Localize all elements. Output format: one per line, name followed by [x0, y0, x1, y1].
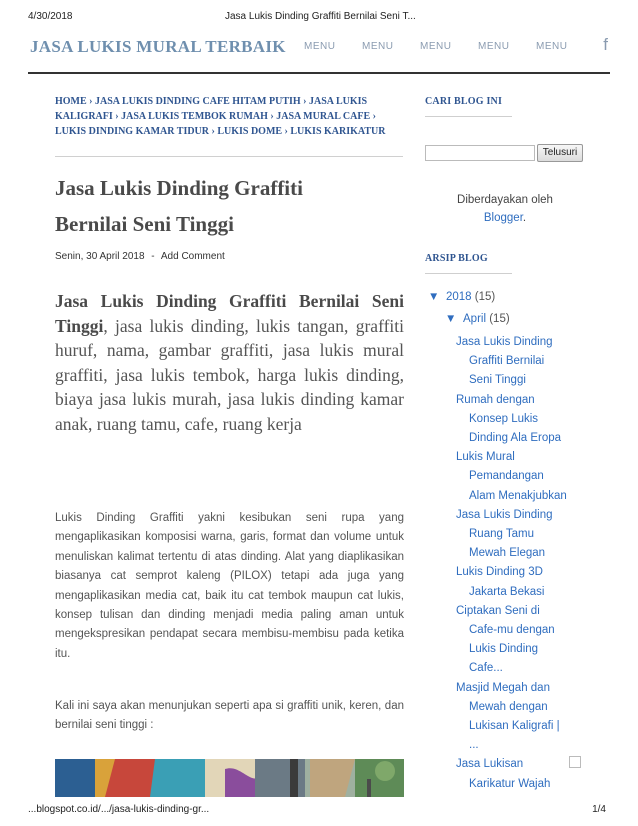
post-link-line[interactable]: Seni Tinggi: [469, 374, 526, 387]
print-title: Jasa Lukis Dinding Graffiti Bernilai Seni T...: [225, 11, 416, 22]
post-link-line[interactable]: Ciptakan Seni di: [456, 604, 540, 617]
archive-year[interactable]: [428, 291, 495, 303]
post-link-line[interactable]: Mewah Elegan: [469, 547, 546, 560]
site-title[interactable]: JASA LUKIS MURAL TERBAIK: [30, 37, 286, 56]
archive-post-link[interactable]: [456, 391, 586, 449]
menu-item[interactable]: MENU: [420, 41, 452, 52]
archive-year-label[interactable]: 2018: [446, 291, 472, 303]
heading-rule: [425, 116, 512, 117]
body-paragraph: Lukis Dinding Graffiti yakni kesibukan seni rupa yang mengaplikasikan komposisi warna, garis, format dan volume untuk menuliskan kalimat tertentu di atas dinding. Alat yang diaplikasikan biasanya cat semprot kaleng (PILOX) tetapi ada juga yang mengaplikasikan media cat, baik itu cat tembok maupun cat lukis, konsep tulisan dan dinding menjadi media paling aman untuk mengekspresikan pendapat secara membisu-membisu pada ketika itu.: [55, 512, 404, 660]
post-link-line[interactable]: Lukis Dinding: [469, 643, 539, 656]
archive-post-link[interactable]: [456, 448, 586, 506]
post-link-line[interactable]: Masjid Megah dan: [456, 681, 550, 694]
search-heading-text: CARI BLOG INI: [425, 96, 503, 107]
menu-item[interactable]: MENU: [362, 41, 394, 52]
print-footer: [0, 804, 638, 820]
archive-heading: [425, 253, 512, 274]
archive-post-link[interactable]: [456, 679, 586, 756]
powered-prefix: Diberdayakan oleh: [457, 194, 553, 206]
post-link-line[interactable]: Jasa Lukis Dinding: [456, 508, 553, 521]
post-link-line[interactable]: Mewah dengan: [469, 700, 548, 713]
post-link-line[interactable]: Dinding Ala Eropa: [469, 432, 562, 445]
print-header: [0, 6, 638, 22]
print-page-number: 1/4: [592, 804, 606, 815]
archive-post-link[interactable]: [456, 602, 586, 679]
post-title-line: Jasa Lukis Dinding Graffiti: [55, 176, 303, 200]
archive-post-link[interactable]: [456, 506, 586, 564]
graffiti-image: [55, 759, 404, 797]
post-link-line[interactable]: Cafe-mu dengan: [469, 624, 555, 637]
print-date: 4/30/2018: [28, 11, 73, 22]
collapse-toggle-icon[interactable]: ▼: [428, 291, 440, 303]
archive-post-link[interactable]: [456, 563, 586, 601]
post-link-line[interactable]: Lukis Mural: [456, 451, 515, 464]
archive-heading-text: ARSIP BLOG: [425, 253, 488, 264]
facebook-icon[interactable]: f: [603, 35, 608, 54]
archive-month-count: (15): [489, 313, 510, 325]
archive-month-label[interactable]: April: [463, 313, 487, 325]
post-link-line[interactable]: Alam Menakjubkan: [469, 489, 567, 502]
post-link-line[interactable]: Lukis Dinding 3D: [456, 566, 543, 579]
post-link-line[interactable]: Konsep Lukis: [469, 412, 539, 425]
heading-rule: [425, 273, 512, 274]
archive-month[interactable]: [445, 313, 510, 325]
menu-item[interactable]: MENU: [536, 41, 568, 52]
archive-post-link[interactable]: [456, 333, 586, 391]
menu-item[interactable]: MENU: [478, 41, 510, 52]
post-link-line[interactable]: ...: [469, 739, 479, 752]
post-image: [55, 759, 404, 797]
collapse-toggle-icon[interactable]: ▼: [445, 313, 457, 325]
lead-text: , jasa lukis dinding, lukis tangan, graffiti huruf, nama, gambar graffiti, jasa lukis mural graffiti, jasa lukis tembok, harga lukis dinding, biaya jasa lukis murah, jasa lukis dinding kamar anak, ruang tamu, cafe, ruang kerja: [55, 315, 404, 434]
post-title: [55, 170, 405, 242]
main-menu: [304, 41, 594, 52]
meta-separator: -: [151, 251, 155, 262]
post-link-line[interactable]: Rumah dengan: [456, 393, 535, 406]
powered-suffix: .: [522, 212, 527, 224]
post-title-line: Bernilai Seni Tinggi: [55, 212, 234, 236]
post-link-line[interactable]: Pemandangan: [469, 470, 544, 483]
post-link-line[interactable]: Karikatur Wajah: [469, 777, 551, 790]
back-to-top-icon[interactable]: [569, 756, 581, 768]
powered-by: [425, 191, 585, 227]
print-url: ...blogspot.co.id/.../jasa-lukis-dinding-gr...: [28, 804, 210, 815]
search-heading: [425, 96, 512, 117]
add-comment-link[interactable]: Add Comment: [160, 251, 225, 262]
post-link-line[interactable]: Jasa Lukis Dinding: [456, 336, 553, 348]
search-button[interactable]: Telusuri: [537, 144, 583, 162]
site-header: [28, 30, 610, 74]
post-link-line[interactable]: Graffiti Bernilai: [469, 355, 545, 368]
post-link-line[interactable]: Jasa Lukisan: [456, 758, 524, 771]
post-link-line[interactable]: Ruang Tamu: [469, 528, 534, 541]
breadcrumb[interactable]: HOME › JASA LUKIS DINDING CAFE HITAM PUTIH › JASA LUKIS KALIGRAFI › JASA LUKIS TEMBOK RUMAH › JASA MURAL CAFE › LUKIS DINDING KAMAR TIDUR › LUKIS DOME › LUKIS KARIKATUR: [55, 96, 386, 137]
menu-item[interactable]: MENU: [304, 41, 336, 52]
post-link-line[interactable]: Jakarta Bekasi: [469, 585, 545, 598]
breadcrumb-divider: [55, 156, 403, 157]
lead-bold-text: Jasa Lukis Dinding Graffiti Bernilai Seni Tinggi: [55, 291, 404, 336]
lead-paragraph: [55, 289, 404, 436]
post-link-line[interactable]: Cafe...: [469, 662, 503, 675]
post-meta: [55, 251, 225, 262]
archive-post-link[interactable]: [456, 755, 586, 793]
archive-year-count: (15): [474, 291, 496, 303]
blogger-link[interactable]: Blogger: [483, 212, 523, 224]
post-link-line[interactable]: Lukisan Kaligrafi |: [469, 720, 560, 733]
body-paragraph: Kali ini saya akan menunjukan seperti apa si graffiti unik, keren, dan bernilai seni tinggi :: [55, 700, 404, 732]
post-date: Senin, 30 April 2018: [55, 251, 145, 262]
search-input[interactable]: [425, 145, 535, 161]
archive-post-list: [456, 333, 586, 794]
